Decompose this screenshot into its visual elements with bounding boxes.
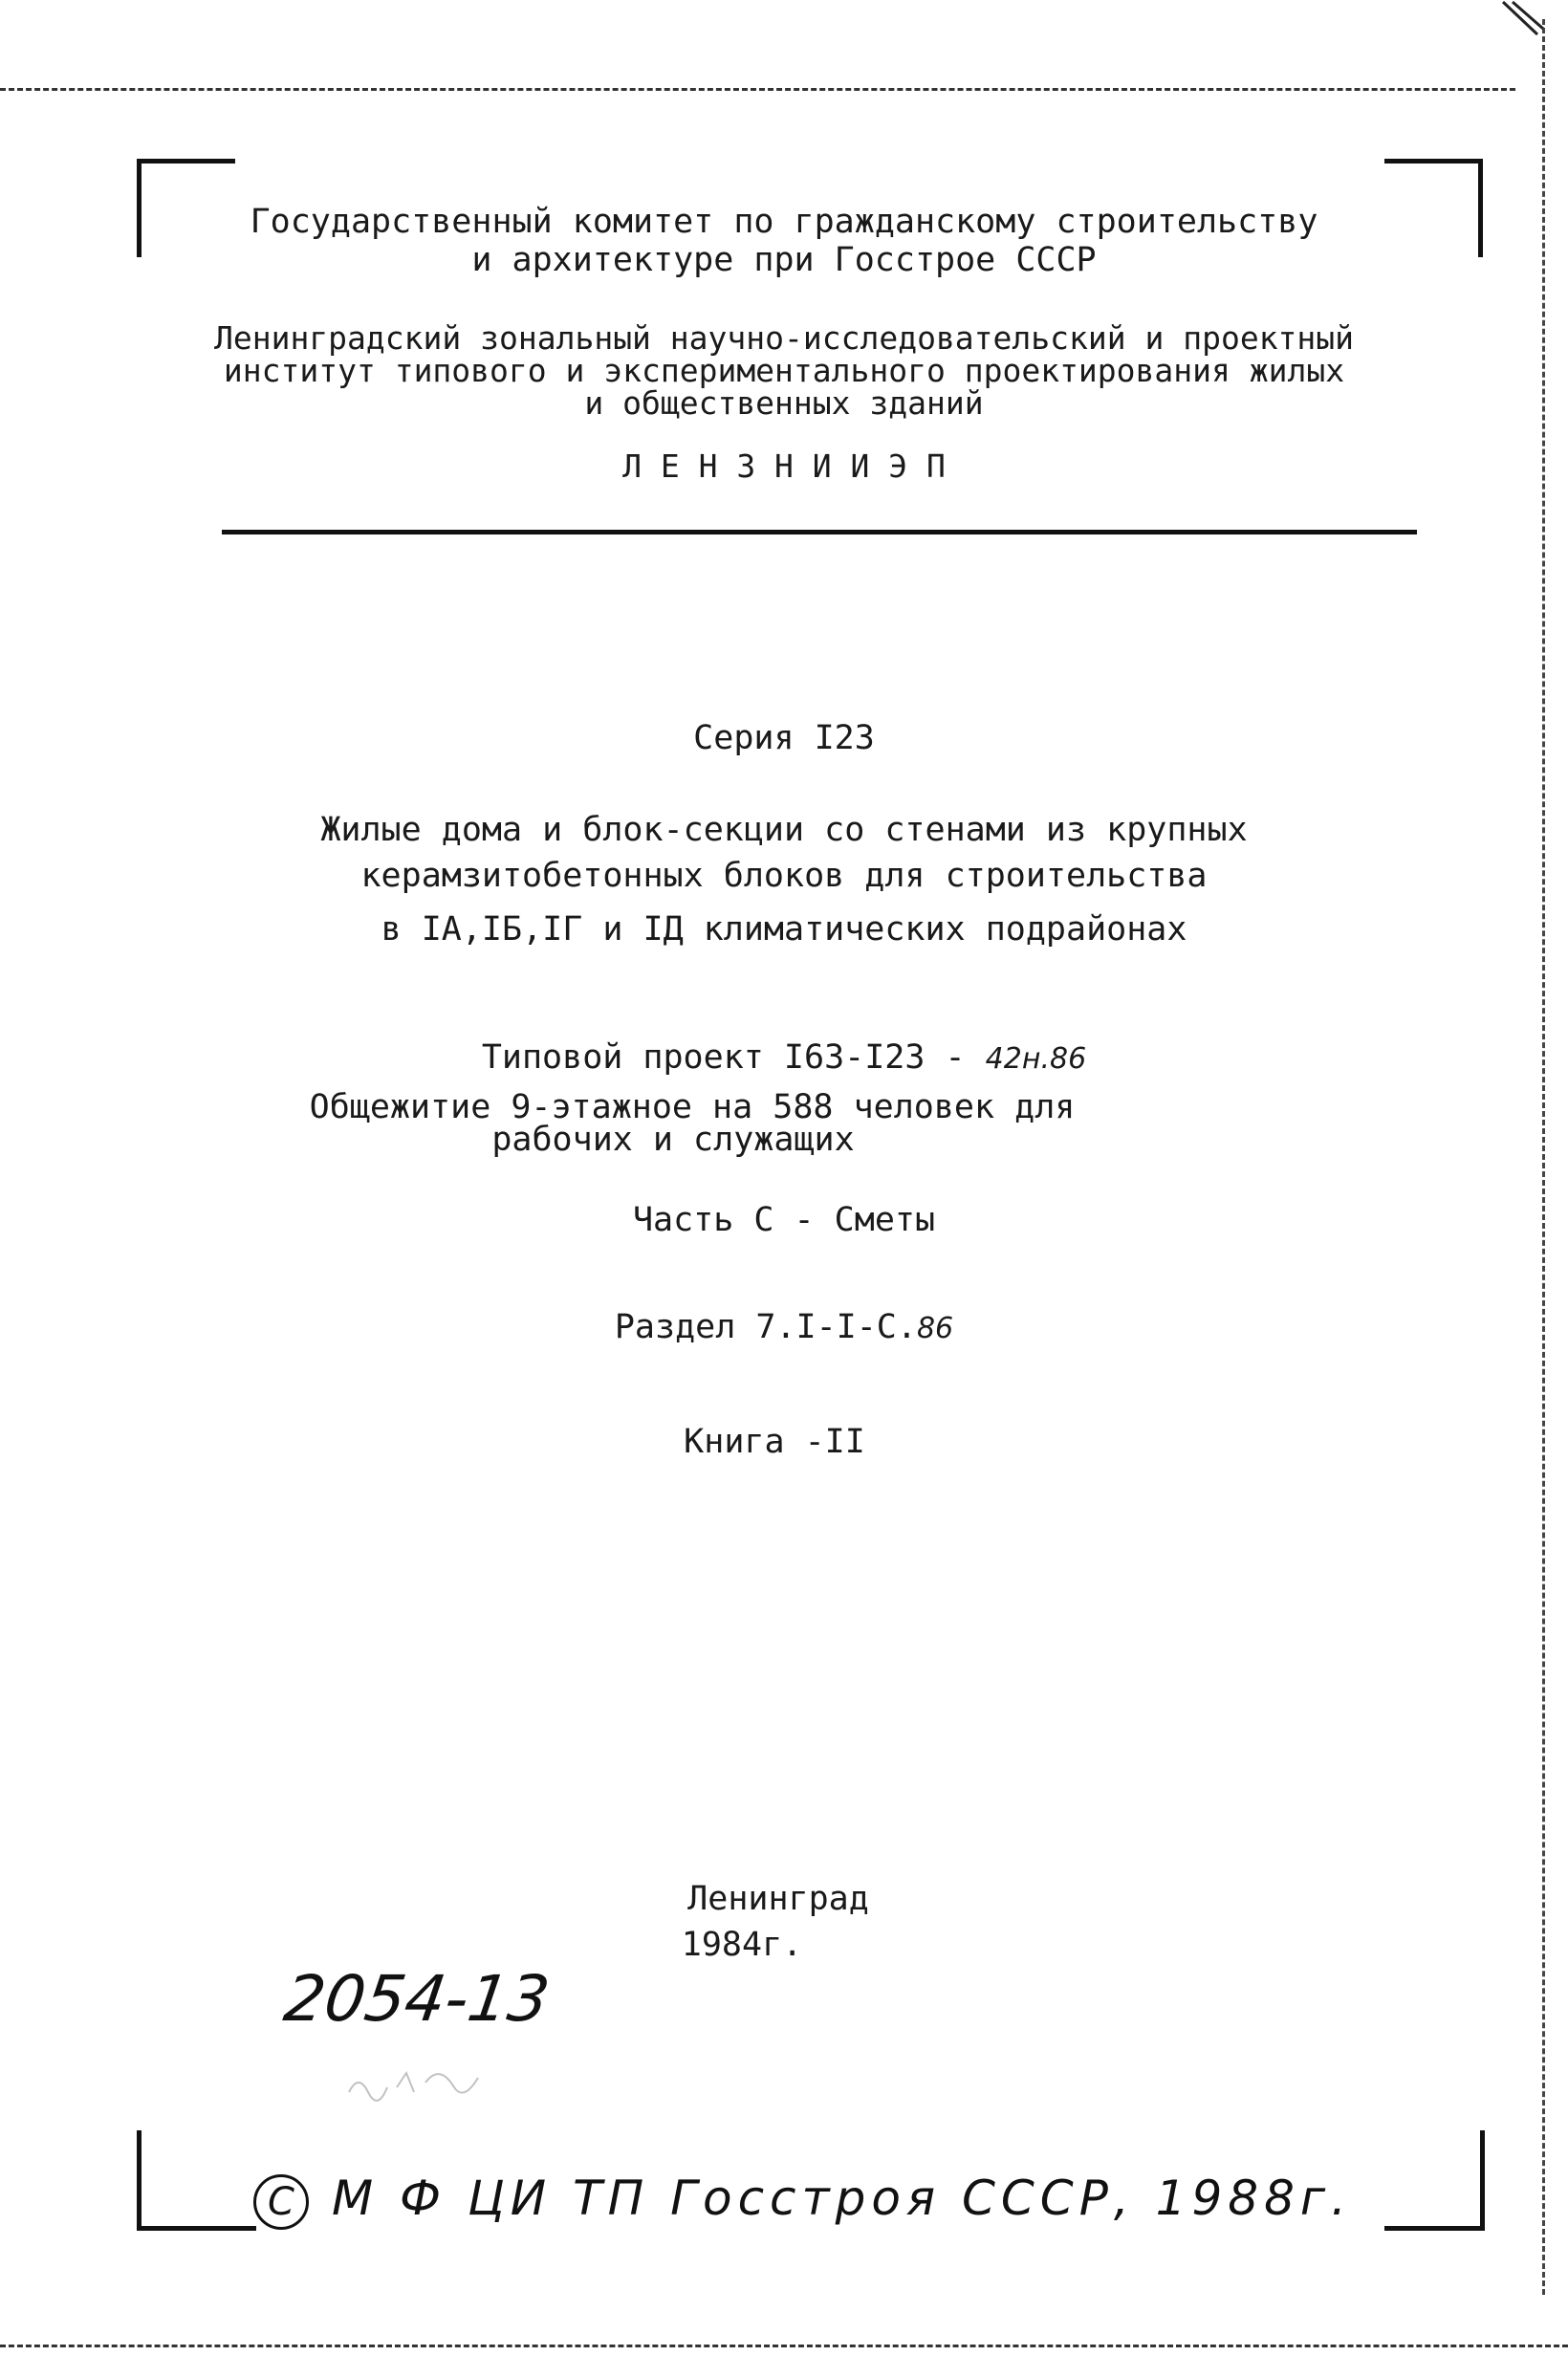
project-label: Типовой проект I63-I23 - — [481, 1038, 966, 1077]
project-handwritten-code: 42н.86 — [985, 1042, 1087, 1076]
institute-abbreviation: Л Е Н З Н И И Э П — [622, 447, 946, 485]
copyright-text: М Ф ЦИ ТП Госстроя СССР, 1988г. — [332, 2171, 1353, 2226]
project-section-line — [0, 1308, 1568, 1348]
institute-line-3: и общественных зданий — [584, 384, 984, 422]
corner-bracket-bottom-right — [1384, 2130, 1485, 2231]
header-rule — [222, 530, 1417, 534]
scan-corner-mark — [1499, 0, 1547, 38]
scan-dashed-line-top — [0, 88, 1515, 91]
series-title: Серия I23 — [693, 719, 875, 757]
year: 1984г. — [681, 1926, 803, 1964]
copyright-line — [253, 2171, 1352, 2230]
committee-line-1: Государственный комитет по гражданскому строительству — [250, 203, 1318, 241]
project-section-label: Раздел 7.I-I-С. — [614, 1308, 917, 1346]
institute-line-2: институт типового и экспериментального проектирования жилых — [223, 352, 1345, 389]
scan-dashed-line-bottom — [0, 2345, 1568, 2347]
institute-line-1: Ленинградский зональный научно-исследовательский и проектный — [213, 319, 1355, 357]
series-desc-line-2: керамзитобетонных блоков для строительства — [360, 857, 1208, 895]
handwritten-archive-number: 2054-13 — [279, 1962, 555, 2036]
project-book: Книга -II — [684, 1423, 865, 1461]
project-desc-line-1: Общежитие 9-этажное на 588 человек для — [309, 1088, 1076, 1126]
copyright-circle-icon: C — [253, 2174, 309, 2230]
project-line — [0, 1038, 1568, 1079]
committee-line-2: и архитектуре при Госстрое СССР — [471, 241, 1097, 279]
series-desc-line-3: в IA,IБ,IГ и IД климатических подрайонах — [381, 910, 1187, 949]
series-desc-line-1: Жилые дома и блок-секции со стенами из крупных — [320, 811, 1248, 849]
corner-bracket-bottom-left — [137, 2130, 256, 2231]
pencil-scribble — [344, 2054, 516, 2111]
project-desc-line-2: рабочих и служащих — [491, 1121, 855, 1159]
city: Ленинград — [687, 1880, 869, 1918]
project-section-handwritten: 86 — [916, 1312, 954, 1345]
project-part: Часть С - Сметы — [632, 1201, 936, 1239]
